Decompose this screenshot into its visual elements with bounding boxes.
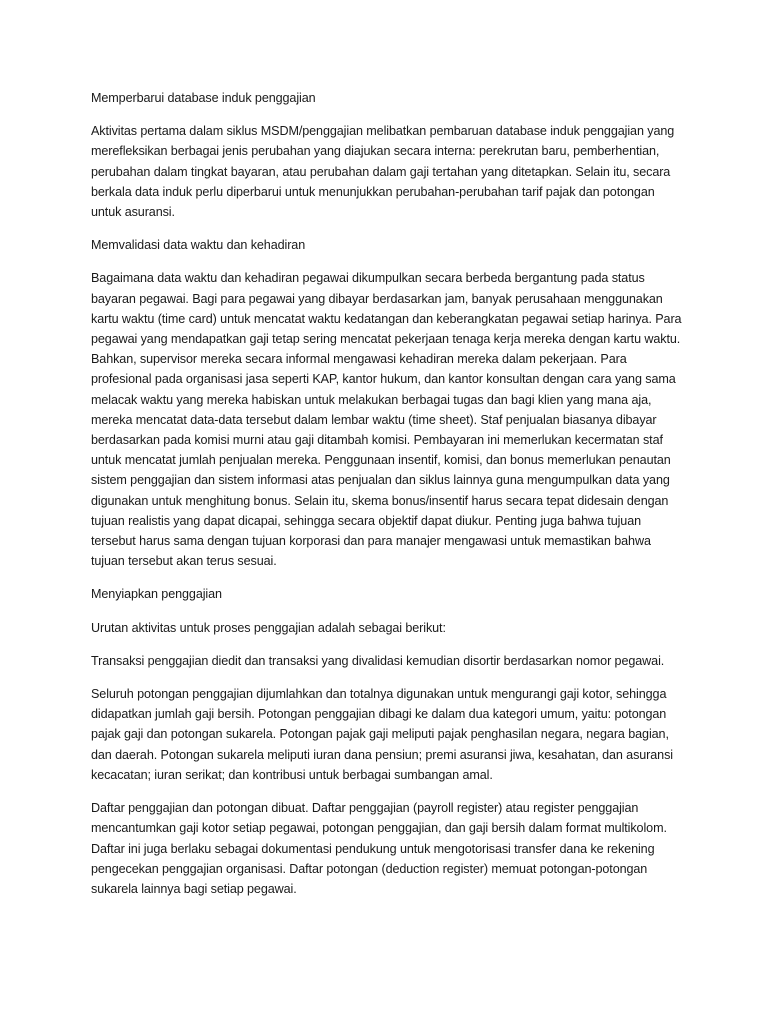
section-heading: Memperbarui database induk penggajian [91, 91, 316, 105]
paragraph: Urutan aktivitas untuk proses penggajian adalah sebagai berikut: [91, 620, 446, 635]
section-heading: Memvalidasi data waktu dan kehadiran [91, 238, 306, 253]
paragraph: Aktivitas pertama dalam siklus MSDM/penggajian melibatkan pembaruan database induk penggajian yang merefleksikan berbagai jenis perubahan yang diajukan secara interna: perekrutan baru, pemberhentian, perubahan dalam tingkat bayaran, atau perubahan dalam gaji tertahan yang ditetapkan. Selain itu, secara berkala data induk perlu diperbarui untuk menunjukkan perubahan-perubahan tarif pajak dan potongan untuk asuransi. [91, 124, 675, 220]
paragraph: Daftar penggajian dan potongan dibuat. Daftar penggajian (payroll register) atau register penggajian mencantumkan gaji kotor setiap pegawai, potongan penggajian, dan gaji bersih dalam format multikolom. Daftar ini juga berlaku sebagai dokumentasi pendukung untuk mengotorisasi transfer dana ke rekening pengecekan penggajian organisasi. Daftar potongan (deduction register) memuat potongan-potongan sukarela lainnya bagi setiap pegawai. [91, 801, 667, 896]
paragraph: Bagaimana data waktu dan kehadiran pegawai dikumpulkan secara berbeda bergantung pada status bayaran pegawai. Bagi para pegawai yang dibayar berdasarkan jam, banyak perusahaan menggunakan kartu waktu (time card) untuk mencatat waktu kedatangan dan keberangkatan pegawai setiap harinya. Para pegawai yang mendapatkan gaji tetap sering mencatat pekerjaan tenaga kerja mereka dengan kartu waktu. Bahkan, supervisor mereka secara informal mengawasi kehadiran mereka dalam pekerjaan. Para profesional pada organisasi jasa seperti KAP, kantor hukum, dan kantor konsultan dengan cara yang sama melacak waktu yang mereka habiskan untuk melakukan berbagai tugas dan bagi klien yang mana aja, mereka mencatat data-data tersebut dalam lembar waktu (time sheet). Staf penjualan biasanya dibayar berdasarkan pada komisi murni atau gaji ditambah komisi. Pembayaran ini memerlukan kecermatan staf untuk mencatat jumlah penjualan mereka. Penggunaan insentif, komisi, dan bonus memerlukan penautan sistem penggajian dan sistem informasi atas penjualan dan siklus lainnya guna mengumpulkan data yang digunakan untuk menghitung bonus. Selain itu, skema bonus/insentif harus secara tepat didesain dengan tujuan realistis yang dapat dicapai, sehingga secara objektif dapat diukur. Penting juga bahwa tujuan tersebut harus sama dengan tujuan korporasi dan para manajer mengawasi untuk memastikan bahwa tujuan tersebut akan terus sesuai. [91, 271, 682, 569]
paragraph: Seluruh potongan penggajian dijumlahkan dan totalnya digunakan untuk mengurangi gaji kotor, sehingga didapatkan jumlah gaji bersih. Potongan penggajian dibagi ke dalam dua kategori umum, yaitu: potongan pajak gaji dan potongan sukarela. Potongan pajak gaji meliputi pajak penghasilan negara, negara bagian, dan daerah. Potongan sukarela meliputi iuran dana pensiun; premi asuransi jiwa, kesahatan, dan asuransi kecacatan; iuran serikat; dan kontribusi untuk berbagai sumbangan amal. [91, 687, 673, 782]
paragraph: Transaksi penggajian diedit dan transaksi yang divalidasi kemudian disortir berdasarkan nomor pegawai. [91, 653, 665, 668]
section-heading: Menyiapkan penggajian [91, 587, 222, 602]
document-page [91, 88, 687, 912]
